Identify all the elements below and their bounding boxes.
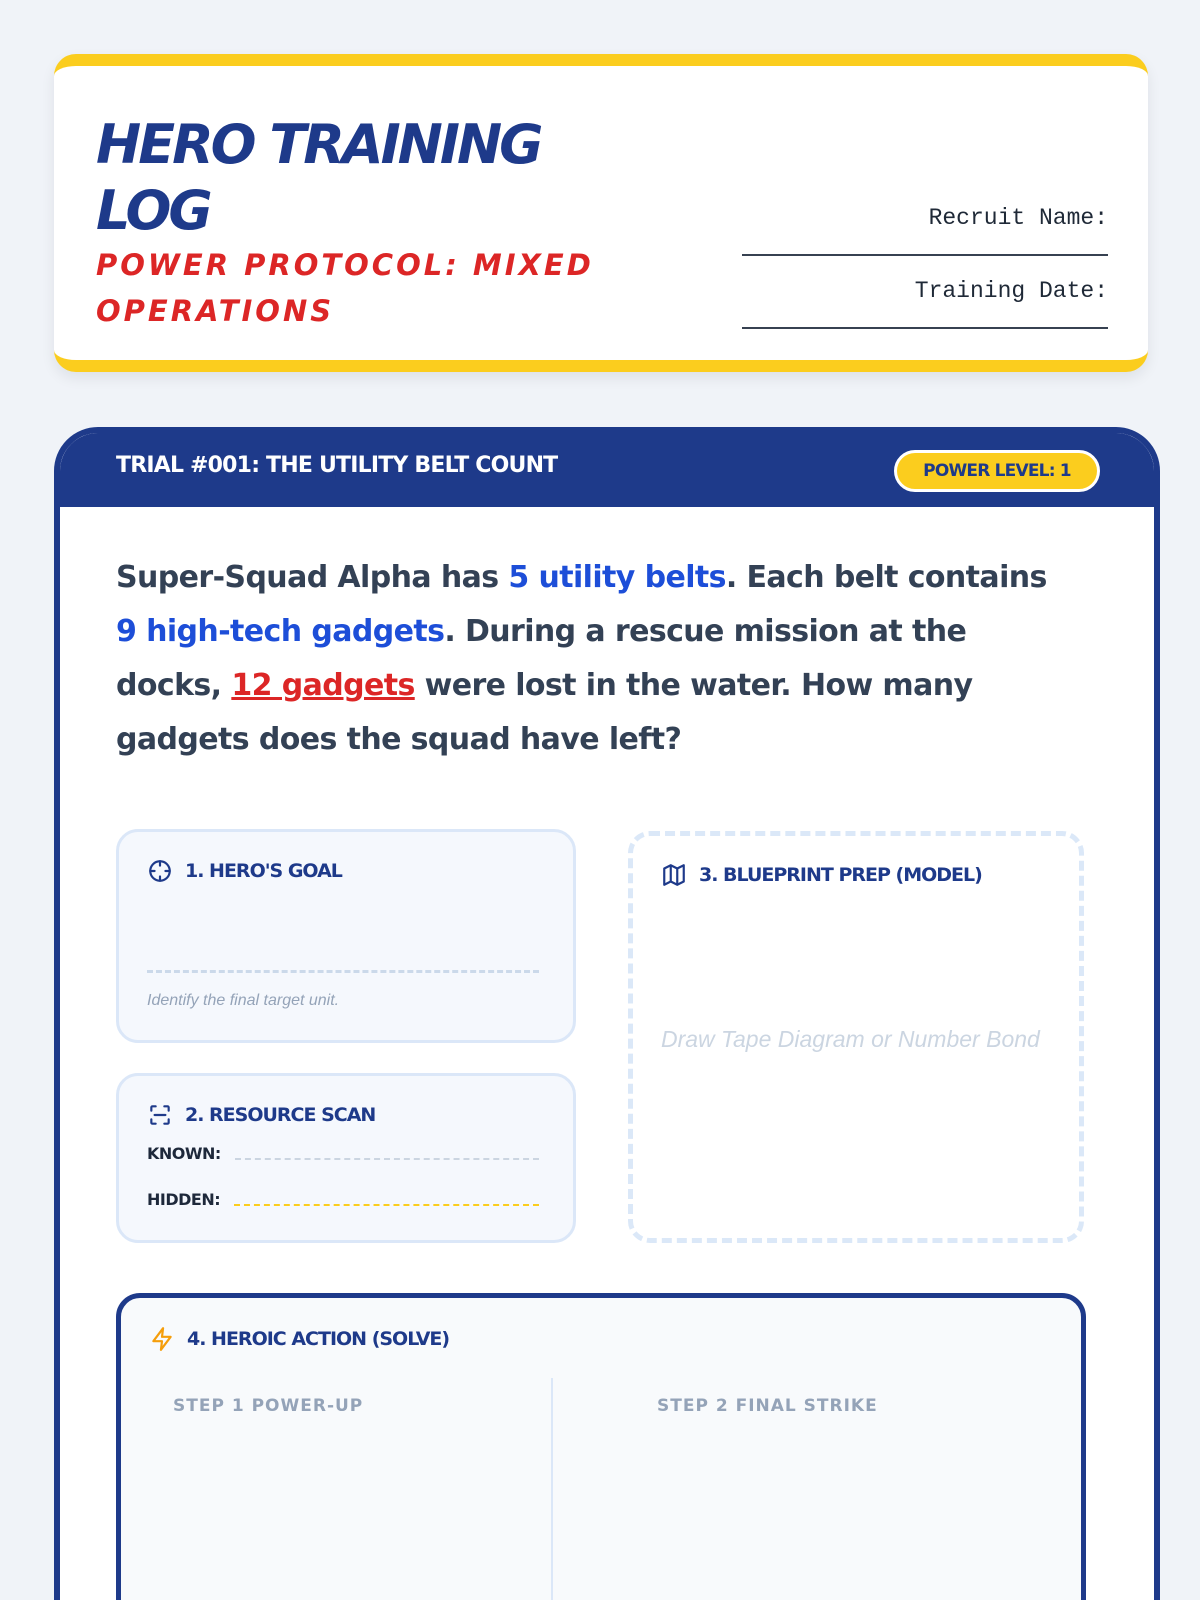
page-title: HERO TRAINING LOG (96, 113, 541, 242)
highlight-belts: 5 utility belts (508, 560, 726, 595)
hidden-label: HIDDEN: (147, 1190, 221, 1209)
goal-hint: Identify the final target unit. (147, 992, 340, 1009)
hidden-row (147, 1190, 539, 1209)
recruit-name-label: Recruit Name: (928, 205, 1108, 231)
training-date-field[interactable] (742, 327, 1108, 329)
trial-card (54, 427, 1160, 1600)
highlight-gadgets: 9 high-tech gadgets (116, 614, 445, 649)
heroic-action-label: 4. HEROIC ACTION (SOLVE) (187, 1328, 450, 1350)
heros-goal-label: 1. HERO'S GOAL (185, 860, 342, 882)
page-subtitle: POWER PROTOCOL: MIXED OPERATIONS (96, 248, 594, 328)
training-date-label: Training Date: (914, 278, 1108, 304)
problem-statement (116, 551, 1076, 767)
hidden-answer-line[interactable] (234, 1204, 539, 1206)
map-icon (661, 862, 687, 888)
recruit-name-field[interactable] (742, 254, 1108, 256)
known-row (147, 1144, 539, 1163)
trial-header (60, 433, 1154, 507)
heros-goal-heading (147, 858, 342, 884)
step-2-label: STEP 2 FINAL STRIKE (657, 1396, 878, 1416)
blueprint-panel[interactable] (628, 831, 1084, 1243)
lightning-icon (149, 1326, 175, 1352)
blueprint-label: 3. BLUEPRINT PREP (MODEL) (699, 864, 982, 886)
trial-title: TRIAL #001: THE UTILITY BELT COUNT (116, 453, 558, 478)
problem-text-part: Super-Squad Alpha has (116, 560, 509, 595)
known-answer-line[interactable] (235, 1158, 539, 1160)
recruit-name-row (742, 204, 1108, 277)
heroic-action-heading (149, 1326, 449, 1352)
training-date-row (742, 277, 1108, 350)
blueprint-hint: Draw Tape Diagram or Number Bond (661, 1026, 1040, 1052)
step-divider (551, 1378, 553, 1600)
problem-text-part: were lost in the water. How many gadgets does the squad have left? (116, 668, 973, 757)
heros-goal-panel (116, 829, 576, 1043)
scan-icon (147, 1102, 173, 1128)
blueprint-heading (661, 862, 982, 888)
problem-text-part: . Each belt contains (725, 560, 1047, 595)
resource-scan-heading (147, 1102, 375, 1128)
recruit-info (742, 204, 1108, 350)
heroic-action-panel (116, 1293, 1086, 1600)
highlight-lost-gadgets: 12 gadgets (231, 668, 415, 703)
known-label: KNOWN: (147, 1144, 221, 1163)
crosshair-icon (147, 858, 173, 884)
problem-text-part: . During a rescue mission at the docks, (116, 614, 967, 703)
resource-scan-label: 2. RESOURCE SCAN (185, 1104, 376, 1126)
goal-answer-line[interactable] (147, 970, 539, 973)
power-level-badge: POWER LEVEL: 1 (894, 450, 1100, 492)
resource-scan-panel (116, 1073, 576, 1243)
header-card (54, 54, 1148, 372)
step-1-label: STEP 1 POWER-UP (173, 1396, 364, 1416)
